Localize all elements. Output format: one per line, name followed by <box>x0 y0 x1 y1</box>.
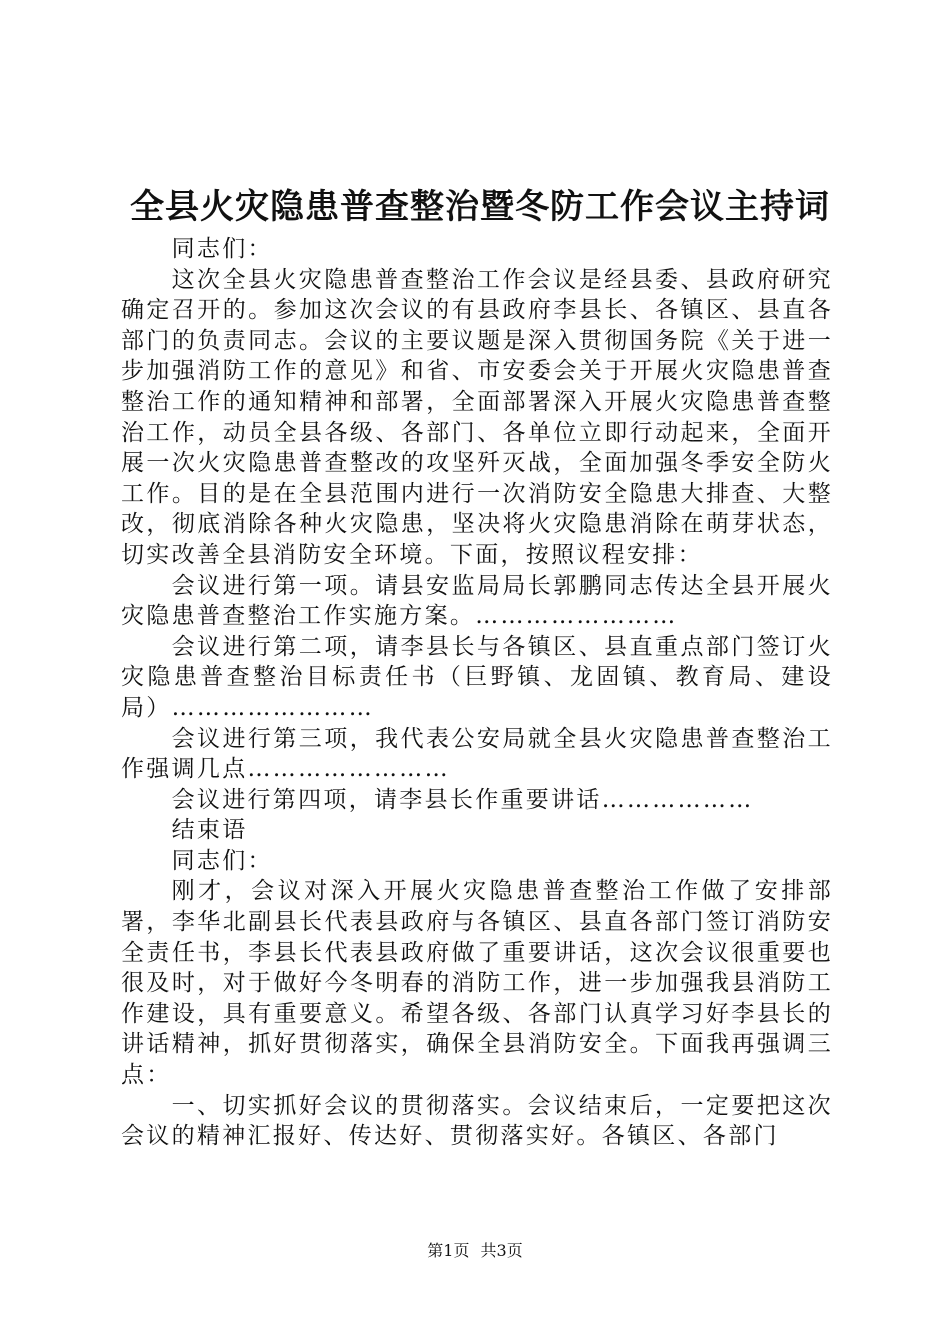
paragraph-point-1: 一、切实抓好会议的贯彻落实。会议结束后，一定要把这次会议的精神汇报好、传达好、贯彻落实好。各镇区、各部门 <box>121 1092 833 1150</box>
page-footer <box>0 1240 950 1262</box>
paragraph-intro: 这次全县火灾隐患普查整治工作会议是经县委、县政府研究确定召开的。参加这次会议的有县政府李县长、各镇区、县直各部门的负责同志。会议的主要议题是深入贯彻国务院《关于进一步加强消防工作的意见》和省、市安委会关于开展火灾隐患普查整治工作的通知精神和部署，全面部署深入开展火灾隐患普查整治工作，动员全县各级、各部门、各单位立即行动起来，全面开展一次火灾隐患普查整改的攻坚歼灭战，全面加强冬季安全防火工作。目的是在全县范围内进行一次消防安全隐患大排查、大整改，彻底消除各种火灾隐患，坚决将火灾隐患消除在萌芽状态，切实改善全县消防安全环境。下面，按照议程安排： <box>121 266 833 568</box>
paragraph-agenda-item-3: 会议进行第三项，我代表公安局就全县火灾隐患普查整治工作强调几点…………………… <box>121 725 833 783</box>
document-body <box>121 234 833 1152</box>
paragraph-agenda-item-1: 会议进行第一项。请县安监局局长郭鹏同志传达全县开展火灾隐患普查整治工作实施方案。…………………… <box>121 572 833 630</box>
paragraph-agenda-item-4: 会议进行第四项，请李县长作重要讲话……………… <box>171 786 754 813</box>
document-title: 全县火灾隐患普查整治暨冬防工作会议主持词 <box>130 187 830 227</box>
paragraph-agenda-item-2: 会议进行第二项，请李县长与各镇区、县直重点部门签订火灾隐患普查整治目标责任书（巨野镇、龙固镇、教育局、建设局）…………………… <box>121 633 833 721</box>
paragraph-closing-salutation: 同志们： <box>171 847 273 874</box>
page-number: 第1页 <box>427 1241 470 1260</box>
paragraph-salutation: 同志们： <box>171 236 273 262</box>
paragraph-closing-summary: 刚才，会议对深入开展火灾隐患普查整治工作做了安排部署，李华北副县长代表县政府与各镇区、县直各部门签订消防安全责任书，李县长代表县政府做了重要讲话，这次会议很重要也很及时，对于做好今冬明春的消防工作，进一步加强我县消防工作建设，具有重要意义。希望各级、各部门认真学习好李县长的讲话精神，抓好贯彻落实，确保全县消防安全。下面我再强调三点： <box>121 878 833 1089</box>
paragraph-closing-heading: 结束语 <box>171 817 248 844</box>
page-total: 共3页 <box>480 1241 523 1260</box>
